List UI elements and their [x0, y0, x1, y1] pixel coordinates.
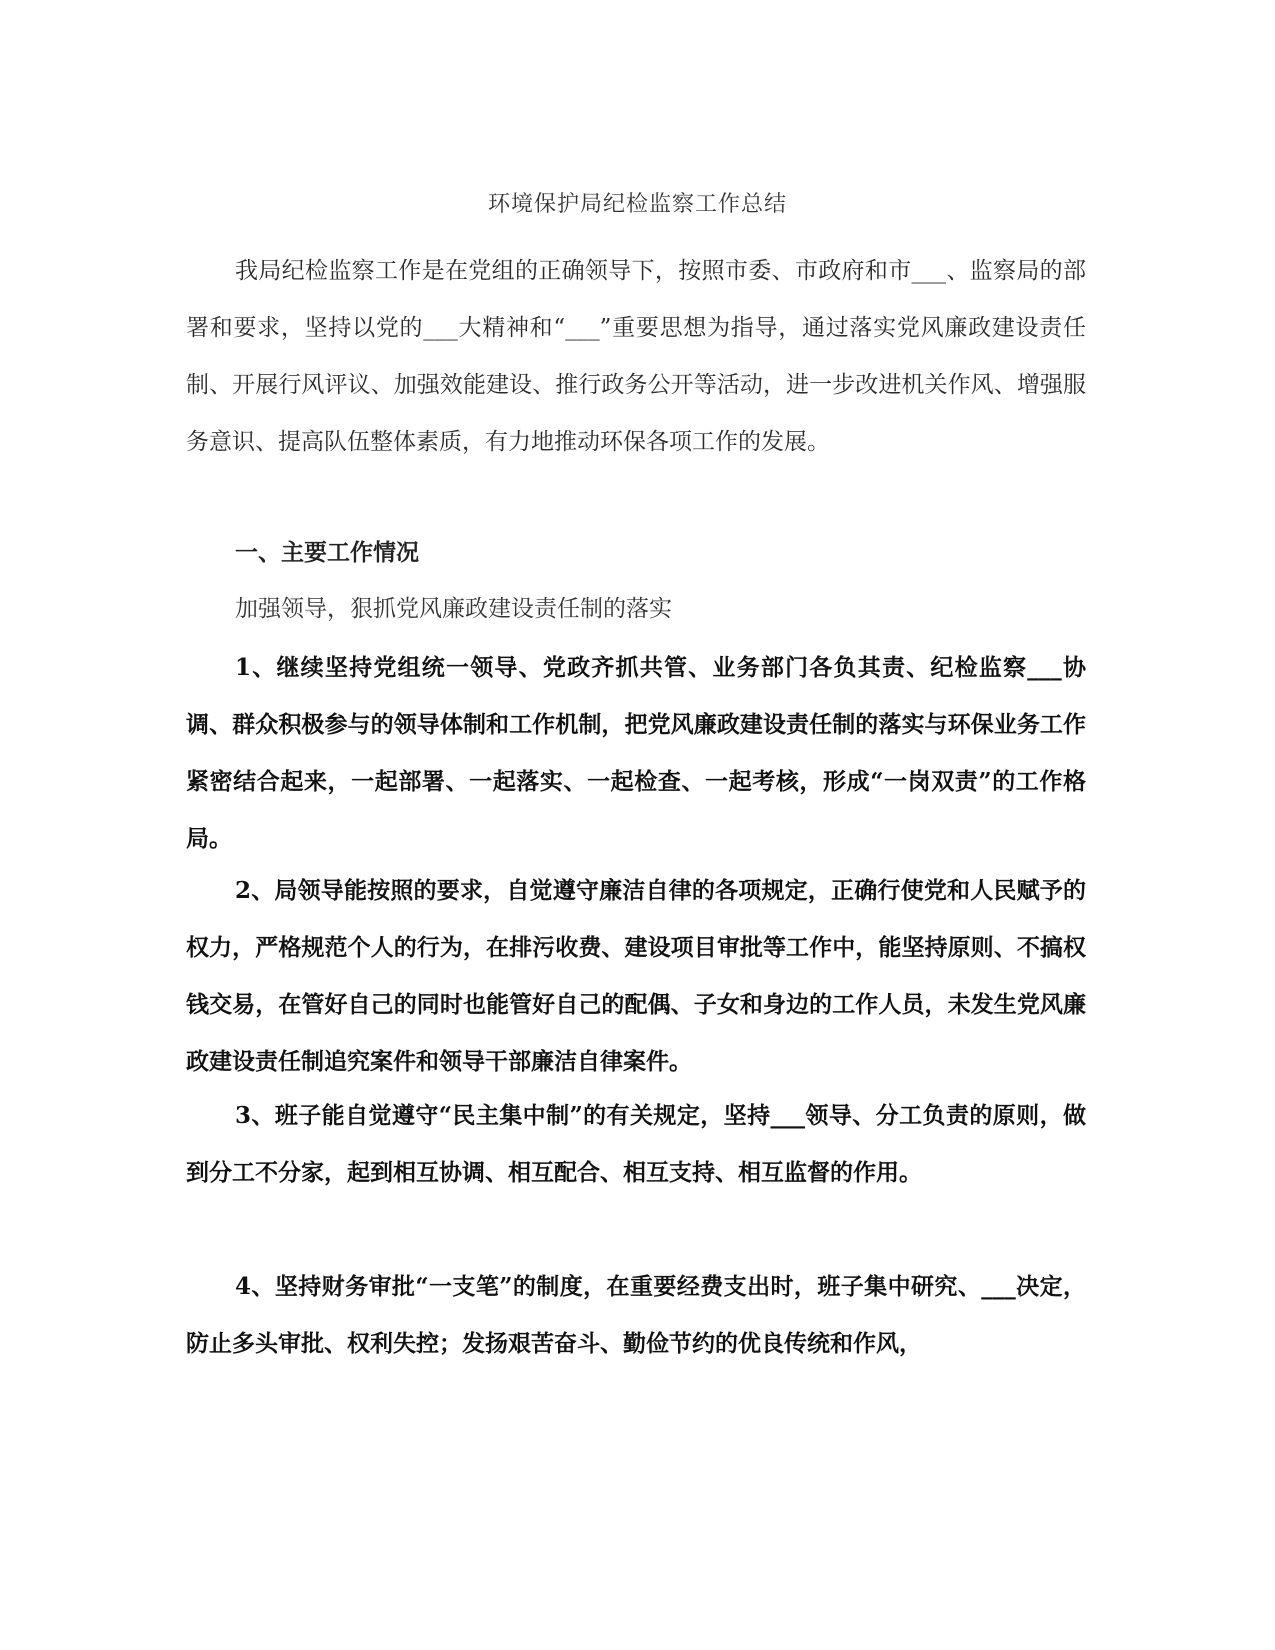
list-item-4: 4、坚持财务审批“一支笔”的制度，在重要经费支出时，班子集中研究、___决定，防止多头审批、权利失控；发扬艰苦奋斗、勤俭节约的优良传统和作风， — [186, 1273, 1086, 1357]
list-item-3: 3、班子能自觉遵守“民主集中制”的有关规定，坚持___领导、分工负责的原则，做到分工不分家，起到相互协调、相互配合、相互支持、相互监督的作用。 — [186, 1102, 1086, 1186]
document-title: 环境保护局纪检监察工作总结 — [487, 192, 787, 217]
section-subheading: 加强领导，狠抓党风廉政建设责任制的落实 — [235, 596, 672, 622]
list-item-2: 2、局领导能按照的要求，自觉遵守廉洁自律的各项规定，正确行使党和人民赋予的权力，严格规范个人的行为，在排污收费、建设项目审批等工作中，能坚持原则、不搞权钱交易，在管好自己的同时也能管好自己的配偶、子女和身边的工作人员，未发生党风廉政建设责任制追究案件和领导干部廉洁自律案件。 — [186, 877, 1086, 1075]
intro-paragraph: 我局纪检监察工作是在党组的正确领导下，按照市委、市政府和市___、监察局的部署和要求，坚持以党的___大精神和“___”重要思想为指导，通过落实党风廉政建设责任制、开展行风评议、加强效能建设、推行政务公开等活动，进一步改进机关作风、增强服务意识、提高队伍整体素质，有力地推动环保各项工作的发展。 — [186, 258, 1086, 455]
section-heading: 一、主要工作情况 — [235, 539, 419, 566]
list-item-1: 1、继续坚持党组统一领导、党政齐抓共管、业务部门各负其责、纪检监察___协调、群众积极参与的领导体制和工作机制，把党风廉政建设责任制的落实与环保业务工作紧密结合起来，一起部署、一起落实、一起检查、一起考核，形成“一岗双责”的工作格局。 — [186, 654, 1086, 852]
